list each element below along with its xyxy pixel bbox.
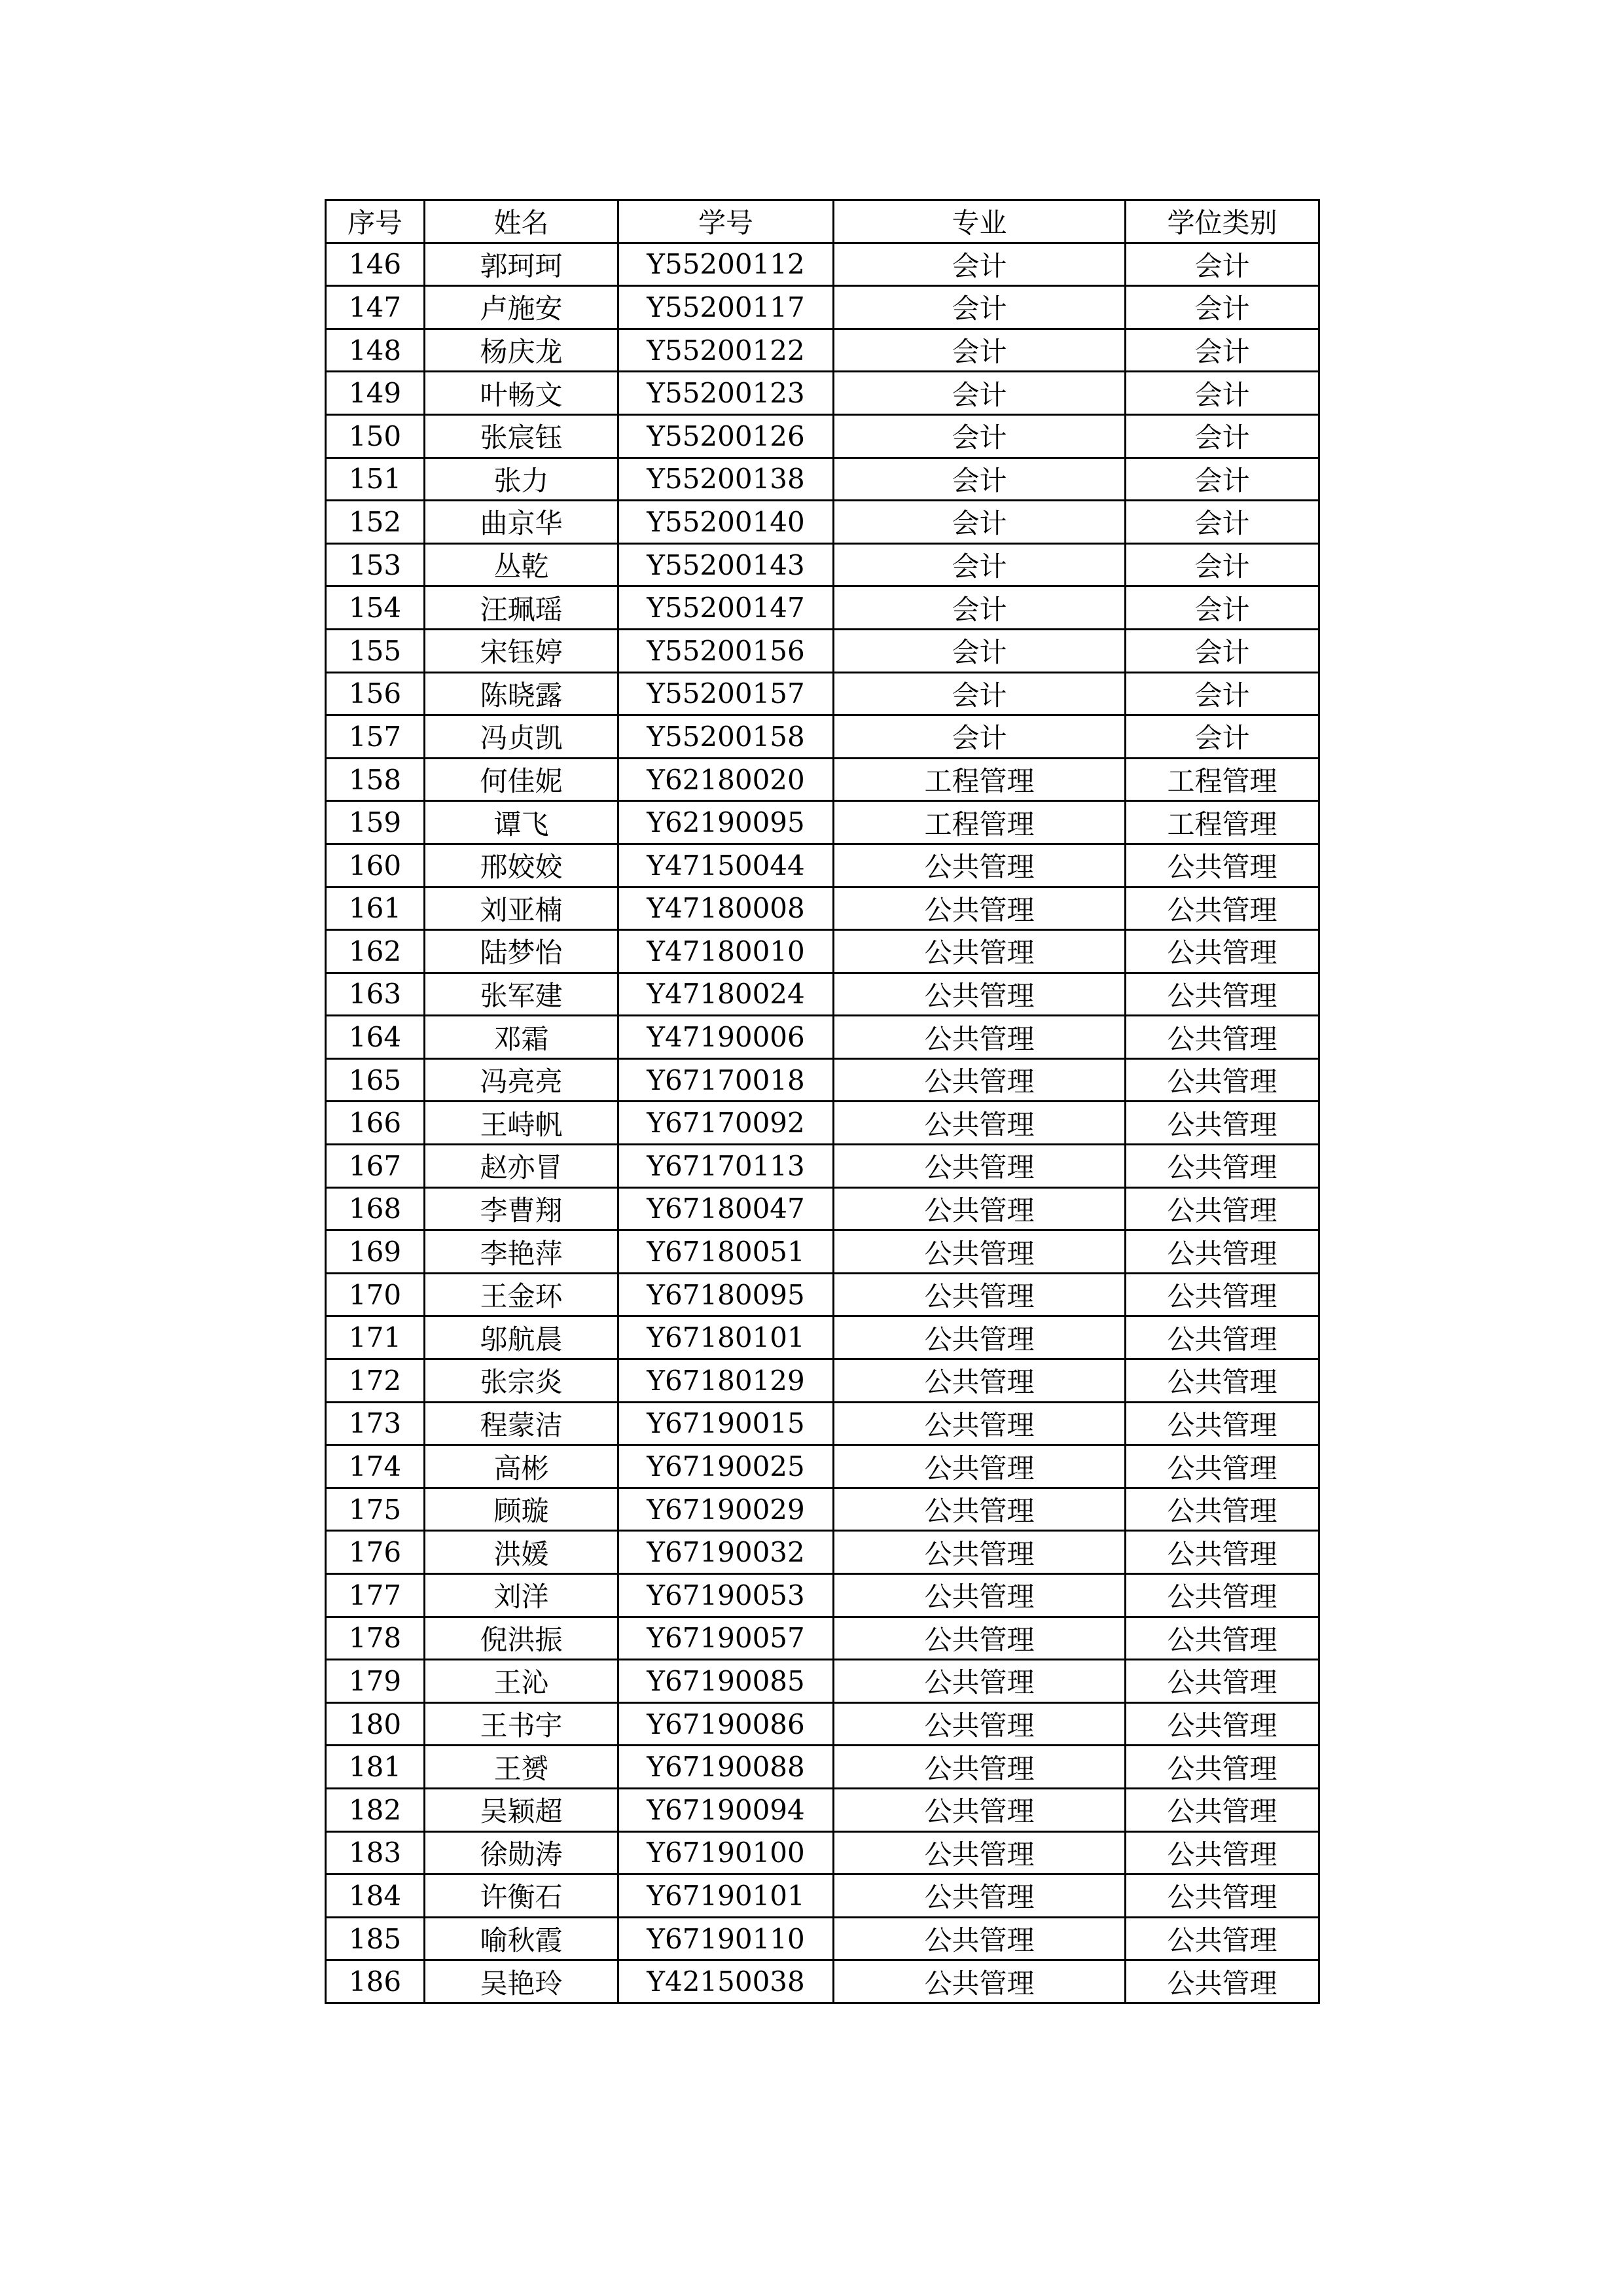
cell-index: 185: [326, 1917, 425, 1960]
cell-name: 吴颖超: [425, 1788, 618, 1831]
cell-student-id: Y67180101: [618, 1316, 834, 1359]
cell-major: 公共管理: [834, 844, 1126, 887]
cell-degree-type: 公共管理: [1126, 1531, 1319, 1574]
cell-index: 158: [326, 758, 425, 801]
cell-student-id: Y55200158: [618, 715, 834, 759]
cell-name: 王峙帆: [425, 1102, 618, 1145]
table-row: [326, 1917, 1319, 1960]
cell-degree-type: 会计: [1126, 586, 1319, 630]
table-row: [326, 586, 1319, 630]
table-row: [326, 1445, 1319, 1488]
cell-degree-type: 工程管理: [1126, 758, 1319, 801]
cell-major: 公共管理: [834, 1187, 1126, 1230]
table-row: [326, 1359, 1319, 1403]
cell-student-id: Y67190057: [618, 1617, 834, 1660]
cell-name: 洪媛: [425, 1531, 618, 1574]
cell-student-id: Y67170113: [618, 1145, 834, 1188]
cell-major: 公共管理: [834, 1531, 1126, 1574]
header-major: 专业: [834, 200, 1126, 243]
cell-degree-type: 公共管理: [1126, 1445, 1319, 1488]
cell-index: 184: [326, 1874, 425, 1918]
cell-degree-type: 公共管理: [1126, 973, 1319, 1016]
cell-degree-type: 公共管理: [1126, 887, 1319, 930]
cell-degree-type: 会计: [1126, 329, 1319, 372]
cell-degree-type: 公共管理: [1126, 930, 1319, 973]
cell-major: 公共管理: [834, 1402, 1126, 1445]
cell-degree-type: 会计: [1126, 715, 1319, 759]
cell-major: 会计: [834, 586, 1126, 630]
cell-index: 154: [326, 586, 425, 630]
table-row: [326, 715, 1319, 759]
cell-index: 156: [326, 672, 425, 715]
cell-name: 吴艳玲: [425, 1960, 618, 2003]
cell-degree-type: 公共管理: [1126, 1273, 1319, 1316]
cell-name: 李艳萍: [425, 1230, 618, 1274]
cell-index: 174: [326, 1445, 425, 1488]
cell-index: 182: [326, 1788, 425, 1831]
cell-major: 公共管理: [834, 1917, 1126, 1960]
cell-degree-type: 会计: [1126, 672, 1319, 715]
cell-major: 会计: [834, 672, 1126, 715]
cell-name: 倪洪振: [425, 1617, 618, 1660]
cell-student-id: Y67190085: [618, 1660, 834, 1703]
cell-name: 刘亚楠: [425, 887, 618, 930]
table-row: [326, 1145, 1319, 1188]
cell-index: 176: [326, 1531, 425, 1574]
cell-name: 卢施安: [425, 286, 618, 329]
cell-major: 公共管理: [834, 1102, 1126, 1145]
cell-student-id: Y55200122: [618, 329, 834, 372]
cell-student-id: Y67180095: [618, 1273, 834, 1316]
cell-degree-type: 公共管理: [1126, 1230, 1319, 1274]
cell-degree-type: 公共管理: [1126, 844, 1319, 887]
cell-student-id: Y67180129: [618, 1359, 834, 1403]
cell-major: 公共管理: [834, 1058, 1126, 1102]
cell-student-id: Y67190086: [618, 1702, 834, 1746]
cell-name: 徐勋涛: [425, 1831, 618, 1874]
cell-degree-type: 公共管理: [1126, 1960, 1319, 2003]
cell-major: 公共管理: [834, 1488, 1126, 1531]
cell-major: 会计: [834, 414, 1126, 457]
cell-index: 183: [326, 1831, 425, 1874]
cell-name: 李曹翔: [425, 1187, 618, 1230]
cell-index: 181: [326, 1746, 425, 1789]
cell-degree-type: 公共管理: [1126, 1702, 1319, 1746]
cell-name: 宋钰婷: [425, 629, 618, 672]
table-row: [326, 372, 1319, 415]
cell-degree-type: 公共管理: [1126, 1660, 1319, 1703]
table-row: [326, 1531, 1319, 1574]
cell-name: 叶畅文: [425, 372, 618, 415]
table-row: [326, 543, 1319, 586]
cell-student-id: Y55200138: [618, 457, 834, 501]
cell-major: 工程管理: [834, 758, 1126, 801]
table-row: [326, 1617, 1319, 1660]
cell-student-id: Y62190095: [618, 801, 834, 844]
cell-name: 谭飞: [425, 801, 618, 844]
cell-major: 公共管理: [834, 1574, 1126, 1617]
cell-major: 公共管理: [834, 1359, 1126, 1403]
cell-major: 会计: [834, 501, 1126, 544]
cell-degree-type: 公共管理: [1126, 1788, 1319, 1831]
cell-name: 王书宇: [425, 1702, 618, 1746]
cell-degree-type: 公共管理: [1126, 1402, 1319, 1445]
cell-degree-type: 公共管理: [1126, 1359, 1319, 1403]
cell-student-id: Y47180008: [618, 887, 834, 930]
cell-student-id: Y67190032: [618, 1531, 834, 1574]
cell-degree-type: 公共管理: [1126, 1058, 1319, 1102]
cell-degree-type: 会计: [1126, 457, 1319, 501]
table-row: [326, 501, 1319, 544]
cell-student-id: Y67190088: [618, 1746, 834, 1789]
cell-major: 公共管理: [834, 1788, 1126, 1831]
cell-index: 166: [326, 1102, 425, 1145]
cell-degree-type: 会计: [1126, 286, 1319, 329]
table-row: [326, 414, 1319, 457]
cell-index: 163: [326, 973, 425, 1016]
cell-name: 程蒙洁: [425, 1402, 618, 1445]
cell-index: 150: [326, 414, 425, 457]
student-table: [325, 199, 1320, 2004]
cell-name: 王赟: [425, 1746, 618, 1789]
table-row: [326, 1574, 1319, 1617]
cell-degree-type: 公共管理: [1126, 1145, 1319, 1188]
table-row: [326, 457, 1319, 501]
cell-index: 180: [326, 1702, 425, 1746]
cell-degree-type: 公共管理: [1126, 1102, 1319, 1145]
table-row: [326, 1746, 1319, 1789]
cell-student-id: Y55200157: [618, 672, 834, 715]
cell-name: 王金环: [425, 1273, 618, 1316]
header-name: 姓名: [425, 200, 618, 243]
cell-student-id: Y67190025: [618, 1445, 834, 1488]
cell-student-id: Y42150038: [618, 1960, 834, 2003]
cell-name: 高彬: [425, 1445, 618, 1488]
cell-name: 张宸钰: [425, 414, 618, 457]
cell-student-id: Y55200156: [618, 629, 834, 672]
cell-major: 工程管理: [834, 801, 1126, 844]
cell-index: 170: [326, 1273, 425, 1316]
cell-index: 165: [326, 1058, 425, 1102]
cell-degree-type: 公共管理: [1126, 1187, 1319, 1230]
table-row: [326, 243, 1319, 286]
cell-student-id: Y67190029: [618, 1488, 834, 1531]
cell-index: 162: [326, 930, 425, 973]
cell-name: 赵亦冒: [425, 1145, 618, 1188]
cell-major: 公共管理: [834, 1230, 1126, 1274]
cell-degree-type: 会计: [1126, 629, 1319, 672]
cell-degree-type: 会计: [1126, 414, 1319, 457]
table-row: [326, 329, 1319, 372]
cell-degree-type: 公共管理: [1126, 1016, 1319, 1059]
cell-student-id: Y67190053: [618, 1574, 834, 1617]
cell-index: 151: [326, 457, 425, 501]
cell-name: 刘洋: [425, 1574, 618, 1617]
cell-index: 172: [326, 1359, 425, 1403]
cell-major: 会计: [834, 543, 1126, 586]
table-row: [326, 1102, 1319, 1145]
cell-student-id: Y55200123: [618, 372, 834, 415]
cell-major: 会计: [834, 372, 1126, 415]
table-row: [326, 286, 1319, 329]
table-row: [326, 1230, 1319, 1274]
table-header-row: [326, 200, 1319, 243]
cell-student-id: Y67170018: [618, 1058, 834, 1102]
cell-name: 何佳妮: [425, 758, 618, 801]
cell-student-id: Y62180020: [618, 758, 834, 801]
table-row: [326, 1488, 1319, 1531]
cell-name: 陆梦怡: [425, 930, 618, 973]
table-row: [326, 1702, 1319, 1746]
cell-name: 许衡石: [425, 1874, 618, 1918]
cell-major: 会计: [834, 715, 1126, 759]
cell-major: 公共管理: [834, 1660, 1126, 1703]
cell-name: 邢姣姣: [425, 844, 618, 887]
cell-degree-type: 会计: [1126, 243, 1319, 286]
cell-index: 177: [326, 1574, 425, 1617]
table-row: [326, 844, 1319, 887]
cell-index: 168: [326, 1187, 425, 1230]
cell-degree-type: 会计: [1126, 372, 1319, 415]
cell-degree-type: 工程管理: [1126, 801, 1319, 844]
cell-index: 159: [326, 801, 425, 844]
table-row: [326, 672, 1319, 715]
table-row: [326, 1058, 1319, 1102]
cell-major: 会计: [834, 286, 1126, 329]
cell-name: 喻秋霞: [425, 1917, 618, 1960]
cell-student-id: Y55200147: [618, 586, 834, 630]
cell-degree-type: 公共管理: [1126, 1617, 1319, 1660]
table-row: [326, 1402, 1319, 1445]
cell-name: 张宗炎: [425, 1359, 618, 1403]
cell-major: 公共管理: [834, 1316, 1126, 1359]
cell-name: 邬航晨: [425, 1316, 618, 1359]
cell-index: 152: [326, 501, 425, 544]
header-index: 序号: [326, 200, 425, 243]
cell-major: 公共管理: [834, 1016, 1126, 1059]
cell-major: 公共管理: [834, 1702, 1126, 1746]
cell-major: 公共管理: [834, 1746, 1126, 1789]
cell-major: 会计: [834, 329, 1126, 372]
cell-student-id: Y67190110: [618, 1917, 834, 1960]
cell-major: 公共管理: [834, 1874, 1126, 1918]
cell-degree-type: 会计: [1126, 501, 1319, 544]
cell-name: 冯贞凯: [425, 715, 618, 759]
cell-index: 167: [326, 1145, 425, 1188]
cell-degree-type: 公共管理: [1126, 1874, 1319, 1918]
cell-degree-type: 公共管理: [1126, 1746, 1319, 1789]
cell-student-id: Y67190100: [618, 1831, 834, 1874]
cell-name: 顾璇: [425, 1488, 618, 1531]
cell-name: 丛乾: [425, 543, 618, 586]
cell-degree-type: 公共管理: [1126, 1574, 1319, 1617]
cell-student-id: Y67170092: [618, 1102, 834, 1145]
table-row: [326, 1316, 1319, 1359]
cell-student-id: Y55200117: [618, 286, 834, 329]
cell-index: 147: [326, 286, 425, 329]
cell-name: 冯亮亮: [425, 1058, 618, 1102]
header-student-id: 学号: [618, 200, 834, 243]
cell-student-id: Y47180010: [618, 930, 834, 973]
cell-index: 157: [326, 715, 425, 759]
cell-name: 郭珂珂: [425, 243, 618, 286]
cell-student-id: Y55200126: [618, 414, 834, 457]
table-row: [326, 973, 1319, 1016]
cell-degree-type: 公共管理: [1126, 1488, 1319, 1531]
cell-major: 会计: [834, 629, 1126, 672]
cell-index: 169: [326, 1230, 425, 1274]
cell-major: 公共管理: [834, 930, 1126, 973]
table-row: [326, 1660, 1319, 1703]
cell-index: 161: [326, 887, 425, 930]
cell-index: 146: [326, 243, 425, 286]
cell-major: 公共管理: [834, 887, 1126, 930]
cell-index: 175: [326, 1488, 425, 1531]
table-row: [326, 629, 1319, 672]
cell-major: 会计: [834, 243, 1126, 286]
cell-index: 153: [326, 543, 425, 586]
cell-index: 171: [326, 1316, 425, 1359]
cell-major: 公共管理: [834, 1831, 1126, 1874]
cell-name: 王沁: [425, 1660, 618, 1703]
cell-major: 公共管理: [834, 1617, 1126, 1660]
header-degree-type: 学位类别: [1126, 200, 1319, 243]
cell-major: 公共管理: [834, 1273, 1126, 1316]
cell-student-id: Y55200143: [618, 543, 834, 586]
cell-degree-type: 公共管理: [1126, 1831, 1319, 1874]
cell-name: 张力: [425, 457, 618, 501]
cell-student-id: Y67190094: [618, 1788, 834, 1831]
table-row: [326, 887, 1319, 930]
cell-name: 曲京华: [425, 501, 618, 544]
table-row: [326, 1187, 1319, 1230]
table-row: [326, 930, 1319, 973]
cell-name: 汪珮瑶: [425, 586, 618, 630]
cell-degree-type: 公共管理: [1126, 1316, 1319, 1359]
cell-index: 186: [326, 1960, 425, 2003]
cell-student-id: Y55200140: [618, 501, 834, 544]
table-row: [326, 1831, 1319, 1874]
cell-student-id: Y67190101: [618, 1874, 834, 1918]
cell-student-id: Y47150044: [618, 844, 834, 887]
cell-degree-type: 公共管理: [1126, 1917, 1319, 1960]
cell-student-id: Y67190015: [618, 1402, 834, 1445]
table-body: [326, 243, 1319, 2003]
cell-index: 149: [326, 372, 425, 415]
cell-major: 公共管理: [834, 1145, 1126, 1188]
table-row: [326, 801, 1319, 844]
table-row: [326, 1788, 1319, 1831]
cell-index: 155: [326, 629, 425, 672]
table-row: [326, 1874, 1319, 1918]
table-row: [326, 1016, 1319, 1059]
table-row: [326, 1960, 1319, 2003]
cell-student-id: Y67180047: [618, 1187, 834, 1230]
cell-index: 148: [326, 329, 425, 372]
cell-major: 公共管理: [834, 973, 1126, 1016]
cell-degree-type: 会计: [1126, 543, 1319, 586]
cell-name: 张军建: [425, 973, 618, 1016]
cell-name: 杨庆龙: [425, 329, 618, 372]
cell-index: 160: [326, 844, 425, 887]
cell-major: 公共管理: [834, 1960, 1126, 2003]
cell-name: 邓霜: [425, 1016, 618, 1059]
cell-index: 178: [326, 1617, 425, 1660]
cell-index: 164: [326, 1016, 425, 1059]
cell-student-id: Y67180051: [618, 1230, 834, 1274]
cell-major: 会计: [834, 457, 1126, 501]
table-row: [326, 758, 1319, 801]
table-row: [326, 1273, 1319, 1316]
cell-student-id: Y47190006: [618, 1016, 834, 1059]
cell-index: 179: [326, 1660, 425, 1703]
cell-index: 173: [326, 1402, 425, 1445]
cell-student-id: Y55200112: [618, 243, 834, 286]
cell-major: 公共管理: [834, 1445, 1126, 1488]
cell-student-id: Y47180024: [618, 973, 834, 1016]
cell-name: 陈晓露: [425, 672, 618, 715]
